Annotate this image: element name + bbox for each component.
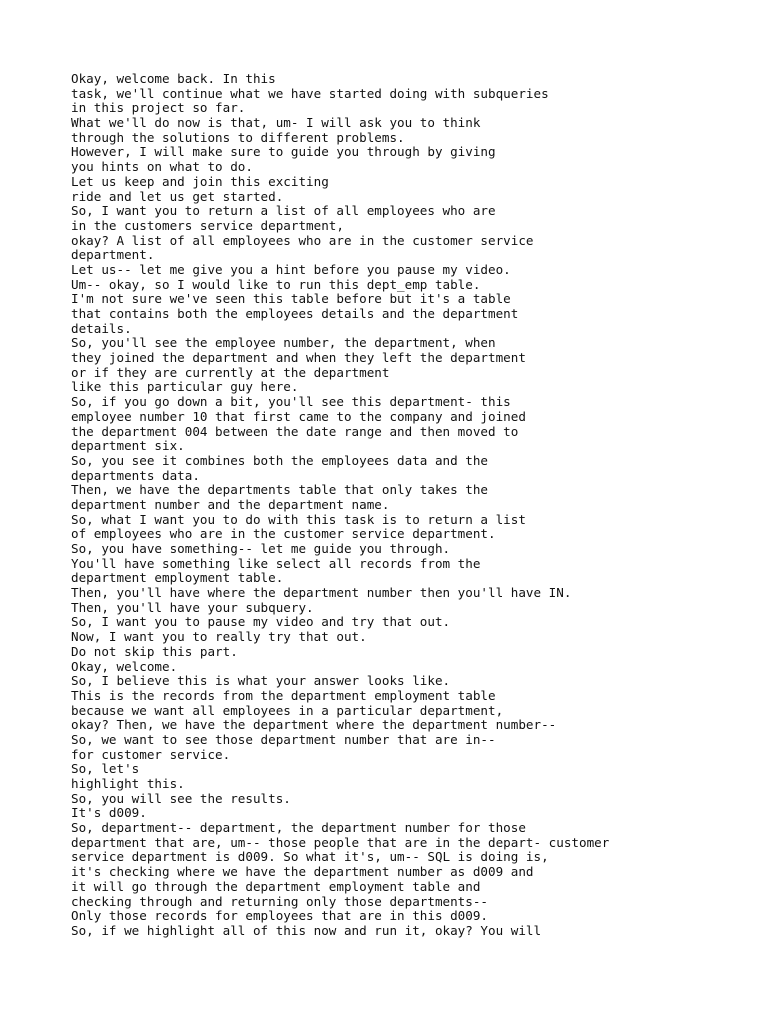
transcript-line: Um-- okay, so I would like to run this dept_emp table. [71, 276, 481, 292]
transcript-line: Let us-- let me give you a hint before you pause my video. [71, 261, 511, 277]
transcript-line: Now, I want you to really try that out. [71, 629, 367, 645]
transcript-line: you hints on what to do. [71, 159, 253, 175]
transcript-line: in the customers service department, [71, 217, 344, 233]
transcript-line: it will go through the department employment table and [71, 878, 481, 894]
transcript-line: ride and let us get started. [71, 188, 284, 204]
transcript-line: Okay, welcome back. In this [71, 71, 276, 86]
transcript-line: it's checking where we have the department number as d009 and [71, 864, 534, 880]
transcript-line: that contains both the employees details and the department [71, 306, 519, 321]
transcript-line: details. [71, 320, 132, 336]
transcript-line: checking through and returning only those departments-- [71, 893, 489, 909]
transcript-line: Let us keep and join this exciting [71, 173, 329, 189]
transcript-line: So, if we highlight all of this now and run it, okay? You will [71, 922, 542, 938]
transcript-line: So, if you go down a bit, you'll see this department- this [71, 394, 511, 410]
transcript-line: Only those records for employees that are in this d009. [71, 908, 489, 924]
transcript-line: like this particular guy here. [71, 379, 299, 395]
transcript-line: What we'll do now is that, um- I will ask you to think [71, 115, 481, 131]
transcript-line: service department is d009. So what it's, um-- SQL is doing is, [71, 849, 549, 865]
transcript-line: So, what I want you to do with this task is to return a list [71, 511, 526, 527]
transcript-line: Then, we have the departments table that only takes the [71, 482, 489, 498]
transcript-line: highlight this. [71, 776, 185, 791]
transcript-line: So, you'll see the employee number, the department, when [71, 335, 496, 351]
transcript-line: So, you will see the results. [71, 790, 291, 806]
transcript-line: employee number 10 that first came to the company and joined [71, 408, 526, 424]
transcript-line: okay? Then, we have the department where the department number-- [71, 717, 557, 733]
transcript-line: department employment table. [71, 570, 284, 586]
transcript-line: You'll have something like select all records from the [71, 555, 481, 571]
transcript-line: So, we want to see those department number that are in-- [71, 731, 496, 747]
transcript-line: the department 004 between the date range and then moved to [71, 423, 519, 439]
transcript-line: So, I want you to return a list of all employees who are [71, 203, 496, 219]
transcript-line: Then, you'll have where the department number then you'll have IN. [71, 585, 572, 601]
transcript-line: Okay, welcome. [71, 658, 178, 674]
transcript-line: Do not skip this part. [71, 643, 238, 659]
transcript-line: departments data. [71, 467, 200, 483]
transcript-line: Then, you'll have your subquery. [71, 599, 314, 615]
transcript-line: for customer service. [71, 746, 231, 762]
transcript-line: in this project so far. [71, 100, 246, 116]
transcript-line: However, I will make sure to guide you through by giving [71, 144, 496, 160]
transcript-text [71, 72, 751, 939]
transcript-line: I'm not sure we've seen this table before but it's a table [71, 291, 511, 307]
transcript-line: So, department-- department, the department number for those [71, 820, 526, 836]
transcript-line: or if they are currently at the department [71, 364, 390, 380]
transcript-line: through the solutions to different problems. [71, 129, 405, 145]
transcript-line: department that are, um-- those people that are in the depart- customer [71, 834, 610, 850]
transcript-line: This is the records from the department employment table [71, 687, 496, 703]
transcript-line: they joined the department and when they left the department [71, 350, 526, 366]
transcript-line: okay? A list of all employees who are in the customer service [71, 232, 534, 248]
transcript-line: It's d009. [71, 805, 147, 821]
transcript-line: So, I believe this is what your answer looks like. [71, 673, 451, 689]
transcript-line: So, I want you to pause my video and try that out. [71, 614, 451, 630]
transcript-line: task, we'll continue what we have started doing with subqueries [71, 85, 549, 101]
transcript-line: So, you see it combines both the employees data and the [71, 452, 489, 468]
transcript-line: So, you have something-- let me guide you through. [71, 541, 451, 556]
transcript-line: department number and the department name. [71, 496, 390, 512]
transcript-line: So, let's [71, 761, 140, 777]
transcript-line: of employees who are in the customer service department. [71, 526, 496, 542]
transcript-line: because we want all employees in a particular department, [71, 702, 504, 718]
transcript-line: department six. [71, 438, 185, 454]
transcript-line: department. [71, 247, 155, 263]
